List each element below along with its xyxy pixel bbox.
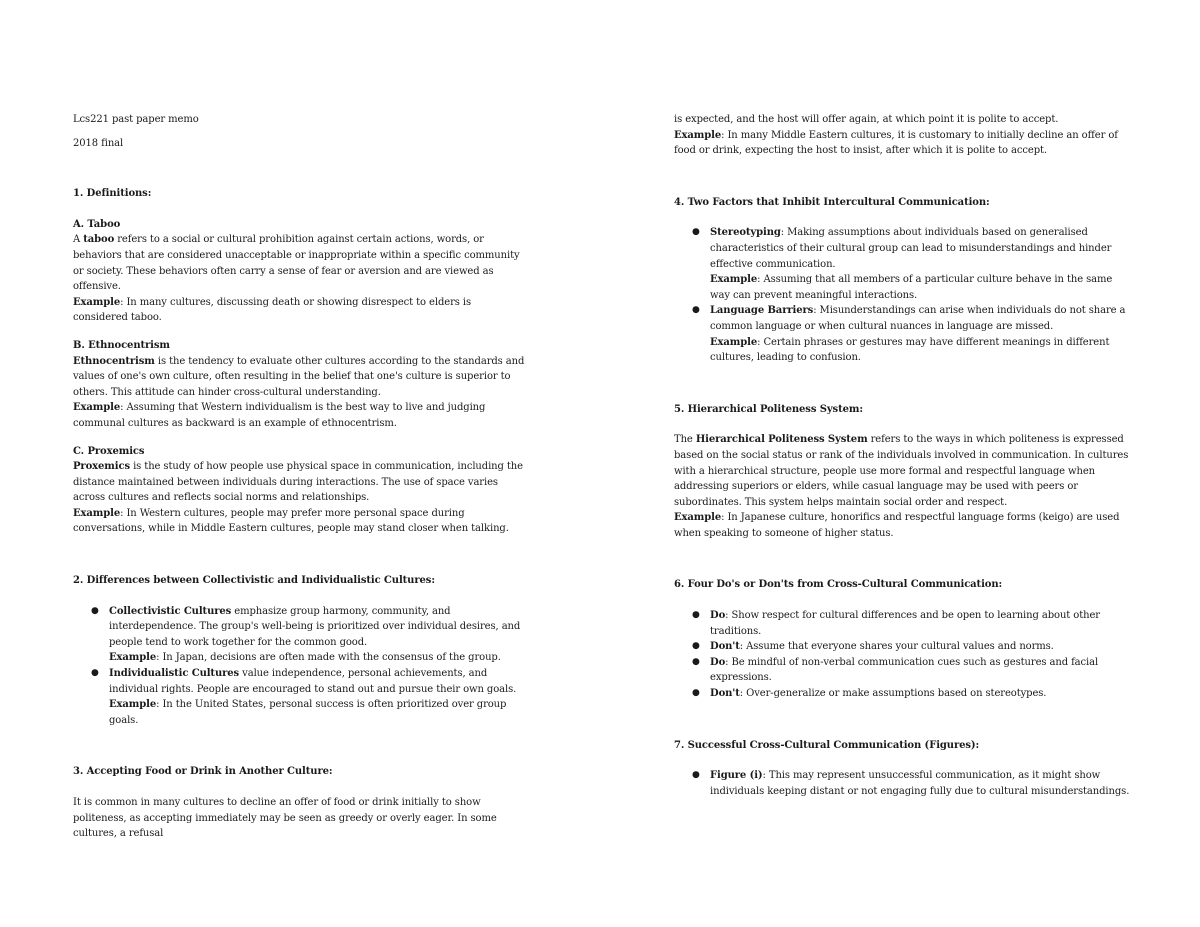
- bullet-icon: ●: [91, 668, 99, 679]
- list-item: ● Language Barriers: Misunderstandings can arise when individuals do not share a common language or when cultural nuances in language are missed. Example: Certain phrases or gestures may have different meanings in different cultures, leading to confusion.: [692, 305, 1126, 364]
- list-item: ● Figure (i): This may represent unsuccessful communication, as it might show individuals keeping distant or not engaging fully due to cultural misunderstandings.: [692, 770, 1130, 797]
- inhibiting-factors-list: [674, 225, 1134, 365]
- ethnocentrism-term: Ethnocentrism: [73, 355, 155, 367]
- section-2-heading: 2. Differences between Collectivistic and Individualistic Cultures:: [73, 575, 435, 587]
- food-drink-paragraph-continued: is expected, and the host will offer again, at which point it is polite to accept.: [674, 114, 1059, 125]
- bullet-icon: ●: [692, 305, 700, 316]
- example-label: Example: [674, 512, 722, 524]
- section-4-heading: 4. Two Factors that Inhibit Intercultural Communication:: [674, 196, 990, 208]
- section-5-heading: 5. Hierarchical Politeness System:: [674, 403, 863, 415]
- section-1-heading: 1. Definitions:: [73, 188, 152, 200]
- taboo-definition: A taboo refers to a social or cultural prohibition against certain actions, words, or behaviors that are considered unacceptable or inappropriate within a specific community or society. These behaviors often carry a sense of fear or aversion and are viewed as offensive. Example: In many cultures, discussing death or showing disrespect to elders is considered taboo.: [73, 234, 520, 324]
- section-6-heading: 6. Four Do's or Don'ts from Cross-Cultural Communication:: [674, 579, 1003, 591]
- bullet-icon: ●: [692, 610, 700, 621]
- left-column: [73, 112, 528, 842]
- example-label: Example: [73, 296, 121, 308]
- list-item: ● Do: Show respect for cultural differences and be open to learning about other traditions.: [692, 610, 1100, 637]
- list-item: ● Collectivistic Cultures emphasize group harmony, community, and interdependence. The group's well-being is prioritized over individual desires, and people tend to work together for the common good. Example: In Japan, decisions are often made with the consensus of the group.: [91, 605, 521, 664]
- dos-donts-list: [674, 608, 1134, 702]
- example-label: Example: [109, 699, 157, 711]
- bullet-icon: ●: [692, 641, 700, 652]
- list-item: ● Don't: Over-generalize or make assumptions based on stereotypes.: [710, 686, 1134, 702]
- example-label: Example: [109, 652, 157, 664]
- list-item: ● Don't: Assume that everyone shares your cultural values and norms.: [710, 639, 1134, 655]
- ethnocentrism-definition: Ethnocentrism is the tendency to evaluate other cultures according to the standards and values of one's own culture, often resulting in the belief that one's culture is superior to others. This attitude can hinder cross-cultural understanding. Example: Assuming that Western individualism is the best way to live and judging communal cultures as backward is an example of ethnocentrism.: [73, 355, 525, 429]
- culture-differences-list: [73, 604, 528, 729]
- taboo-term: taboo: [83, 234, 115, 246]
- bullet-icon: ●: [692, 656, 700, 667]
- example-label: Example: [710, 274, 758, 286]
- bullet-icon: ●: [692, 688, 700, 699]
- food-drink-paragraph: It is common in many cultures to decline an offer of food or drink initially to show politeness, as accepting immediately may be seen as greedy or overly eager. In some cultures, a refusal: [73, 797, 497, 840]
- politeness-term: Hierarchical Politeness System: [695, 434, 868, 446]
- section-7-heading: 7. Successful Cross-Cultural Communication (Figures):: [674, 739, 980, 751]
- proxemics-heading: C. Proxemics: [73, 445, 145, 457]
- food-drink-example: Example: In many Middle Eastern cultures, it is customary to initially decline an offer of food or drink, expecting the host to insist, after which it is polite to accept.: [674, 129, 1118, 157]
- bullet-icon: ●: [692, 770, 700, 781]
- taboo-heading: A. Taboo: [73, 218, 121, 230]
- document-subtitle: 2018 final: [73, 137, 124, 149]
- proxemics-term: Proxemics: [73, 461, 130, 473]
- figures-list: [674, 768, 1134, 799]
- politeness-paragraph: The Hierarchical Politeness System refers to the ways in which politeness is expressed based on the social status or rank of the individuals involved in communication. In cultures with a hierarchical structure, people use more formal and respectful language when addressing superiors or elders, while casual language may be used with peers or subordinates. This system helps maintain social order and respect. Example: In Japanese culture, honorifics and respectful language forms (keigo) are used when speaking to someone of higher status.: [674, 434, 1129, 539]
- right-column: [674, 112, 1134, 799]
- example-label: Example: [710, 336, 758, 348]
- proxemics-definition: Proxemics is the study of how people use physical space in communication, including the distance maintained between individuals during interactions. The use of space varies across cultures and reflects social norms and relationships. Example: In Western cultures, people may prefer more personal space during conversations, while in Middle Eastern cultures, people may stand closer when talking.: [73, 461, 523, 535]
- bullet-icon: ●: [692, 227, 700, 238]
- ethnocentrism-heading: B. Ethnocentrism: [73, 339, 170, 351]
- example-label: Example: [674, 129, 722, 141]
- example-label: Example: [73, 507, 121, 519]
- list-item: ● Do: Be mindful of non-verbal communication cues such as gestures and facial expressions.: [692, 656, 1099, 684]
- section-3-heading: 3. Accepting Food or Drink in Another Culture:: [73, 766, 333, 778]
- document-title: Lcs221 past paper memo: [73, 114, 199, 125]
- list-item: ● Individualistic Cultures value independence, personal achievements, and individual rights. People are encouraged to stand out and pursue their own goals. Example: In the United States, personal success is often prioritized over group goals.: [91, 668, 517, 726]
- example-label: Example: [73, 402, 121, 414]
- list-item: ● Stereotyping: Making assumptions about individuals based on generalised characteristics of their cultural group can lead to misunderstandings and hinder effective communication. Example: Assuming that all members of a particular culture behave in the same way can prevent meaningful interactions.: [692, 227, 1113, 301]
- bullet-icon: ●: [91, 605, 99, 616]
